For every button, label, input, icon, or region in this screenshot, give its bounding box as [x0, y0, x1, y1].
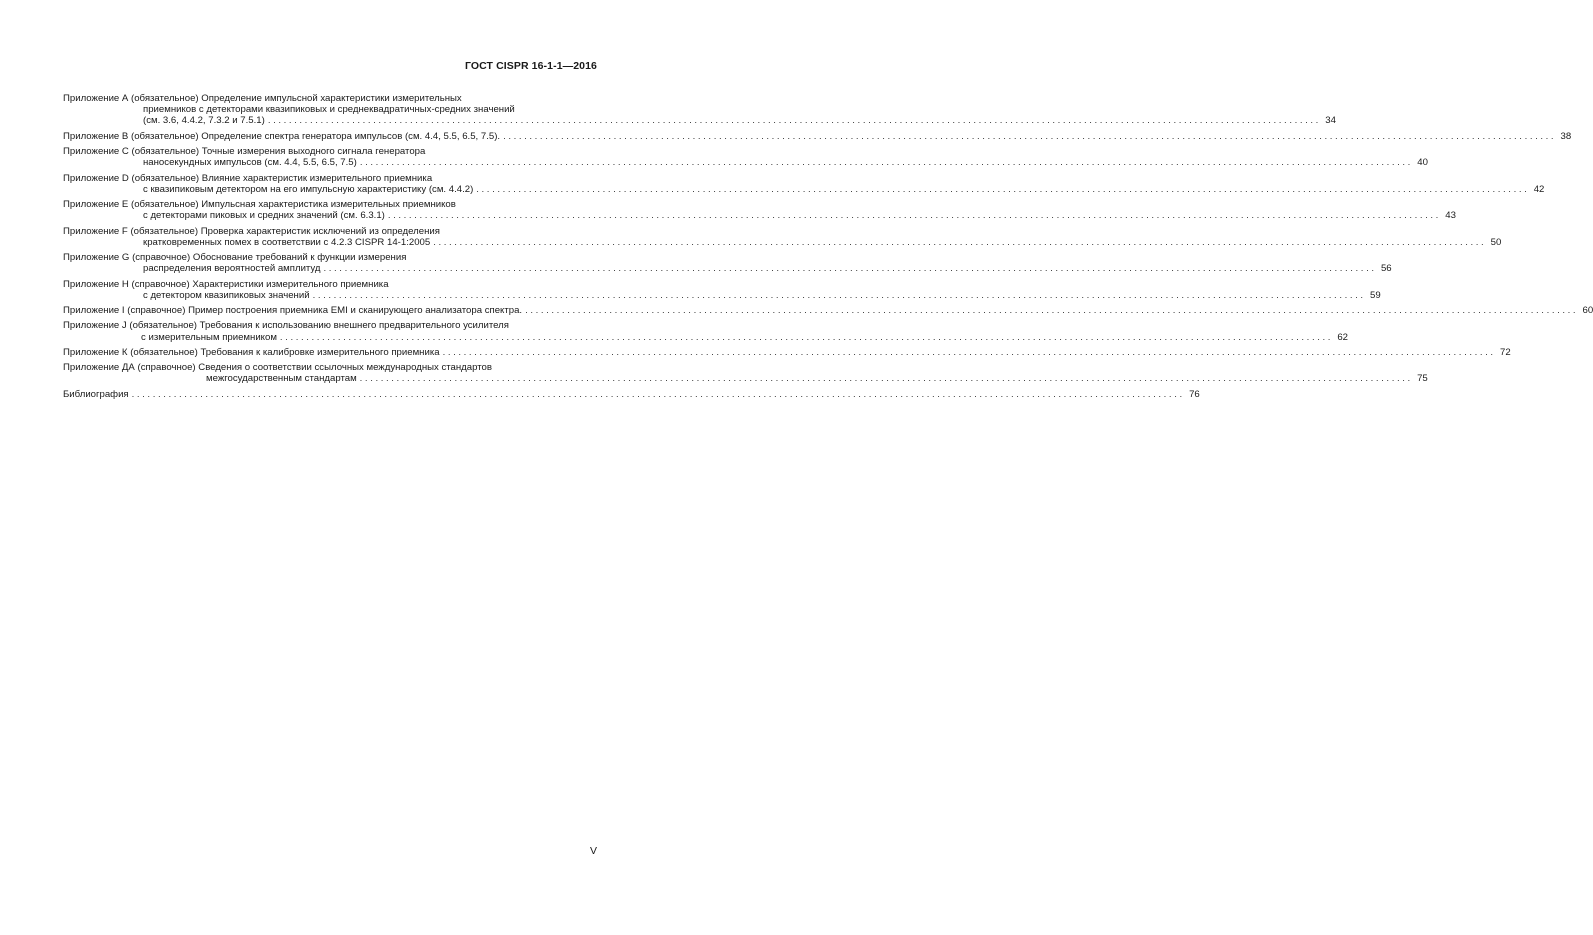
toc-entry-text: Приложение ДА (справочное) Сведения о соответствии ссылочных международных стандартов [63, 362, 492, 374]
toc-entry-text: кратковременных помех в соответствии с 4.2.3 CISPR 14-1:2005 [143, 236, 431, 248]
toc-page-number: 75 [1417, 373, 1428, 385]
toc-page-number: 62 [1337, 331, 1349, 343]
toc-entry[interactable] [63, 225, 1502, 248]
toc-page-number: 34 [1325, 115, 1336, 127]
toc-leader-dots: ........................................................................................................................................................................................................ [312, 289, 1366, 301]
toc-page-number: 60 [1582, 305, 1593, 316]
toc-entry-text: Приложение А (обязательное) Определение импульсной характеристики измерительных [63, 93, 462, 104]
toc-entry-text: наносекундных импульсов (см. 4.4, 5.5, 6.5, 7.5) [143, 157, 357, 169]
table-of-contents [63, 93, 1593, 404]
toc-leader-dots: ........................................................................................................................................................................................................ [525, 305, 1579, 316]
toc-entry-text: с детектором квазипиковых значений [143, 289, 310, 301]
toc-entry-text: (см. 3.6, 4.4.2, 7.3.2 и 7.5.1) [143, 115, 265, 127]
toc-entry[interactable] [63, 93, 1336, 127]
toc-page-number: 40 [1417, 157, 1428, 169]
toc-entry[interactable] [63, 346, 1511, 358]
toc-page-number: 56 [1380, 263, 1392, 275]
toc-entry-text: Приложение J (обязательное) Требования к использованию внешнего предварительного усилителя [63, 320, 509, 332]
page-number: V [589, 845, 597, 857]
toc-entry[interactable] [63, 130, 1572, 142]
toc-entry-text: Приложение Е (обязательное) Импульсная характеристика измерительных приемников [63, 199, 456, 210]
toc-entry[interactable] [63, 146, 1428, 169]
toc-entry[interactable] [63, 320, 1349, 343]
toc-leader-dots: ........................................................................................................................................................................................................ [131, 388, 1185, 400]
toc-page-number: 72 [1500, 346, 1511, 358]
toc-entry-text: межгосударственным стандартам [206, 373, 357, 385]
toc-leader-dots: ........................................................................................................................................................................................................ [267, 115, 1321, 127]
toc-entry[interactable] [63, 199, 1456, 222]
toc-leader-dots: ........................................................................................................................................................................................................ [323, 263, 1377, 275]
toc-entry-text: приемников с детекторами квазипиковых и среднеквадратичных-средних значений [143, 104, 515, 116]
toc-entry-text: с квазипиковым детектором на его импульсную характеристику (см. 4.4.2) [143, 183, 474, 195]
toc-leader-dots: ........................................................................................................................................................................................................ [476, 183, 1530, 195]
toc-leader-dots: ........................................................................................................................................................................................................ [359, 157, 1413, 169]
toc-leader-dots: ........................................................................................................................................................................................................ [359, 373, 1413, 385]
toc-page-number: 42 [1533, 183, 1545, 195]
toc-entry-text: Приложение В (обязательное) Определение спектра генератора импульсов (см. 4.4, 5.5, 6.5, 7.5). [63, 130, 501, 142]
toc-leader-dots: ........................................................................................................................................................................................................ [387, 210, 1441, 222]
toc-page-number: 43 [1445, 210, 1456, 222]
toc-entry-text: Библиография [63, 388, 129, 400]
document-header: ГОСТ CISPR 16-1-1—2016 [464, 60, 597, 72]
toc-entry-text: Приложение I (справочное) Пример построения приемника EMI и сканирующего анализатора спектра. [63, 305, 523, 316]
toc-page-number: 50 [1490, 236, 1502, 248]
toc-entry[interactable] [63, 252, 1392, 275]
toc-entry[interactable] [63, 388, 1200, 400]
toc-entry-text: Приложение D (обязательное) Влияние характеристик измерительного приемника [63, 172, 433, 184]
toc-entry[interactable] [63, 305, 1593, 316]
toc-entry-text: Приложение F (обязательное) Проверка характеристик исключений из определения [63, 225, 440, 237]
toc-entry[interactable] [63, 172, 1545, 195]
toc-entry-text: с детекторами пиковых и средних значений (см. 6.3.1) [143, 210, 385, 222]
toc-entry[interactable] [63, 362, 1428, 385]
toc-entry-text: Приложение Н (справочное) Характеристики измерительного приемника [63, 278, 389, 290]
toc-entry-text: с измерительным приемником [141, 331, 277, 343]
toc-page-number: 38 [1560, 130, 1572, 142]
toc-leader-dots: ........................................................................................................................................................................................................ [503, 130, 1557, 142]
toc-leader-dots: ........................................................................................................................................................................................................ [442, 346, 1496, 358]
toc-leader-dots: ........................................................................................................................................................................................................ [279, 331, 1334, 343]
toc-entry-text: Приложение К (обязательное) Требования к калибровке измерительного приемника [63, 346, 440, 358]
toc-page-number: 76 [1189, 388, 1200, 400]
toc-leader-dots: ........................................................................................................................................................................................................ [433, 236, 1487, 248]
toc-entry-text: распределения вероятностей амплитуд [143, 263, 321, 275]
toc-entry-text: Приложение G (справочное) Обоснование требований к функции измерения [63, 252, 407, 263]
toc-entry-text: Приложение С (обязательное) Точные измерения выходного сигнала генератора [63, 146, 426, 157]
toc-entry[interactable] [63, 278, 1381, 301]
toc-page-number: 59 [1369, 289, 1381, 301]
